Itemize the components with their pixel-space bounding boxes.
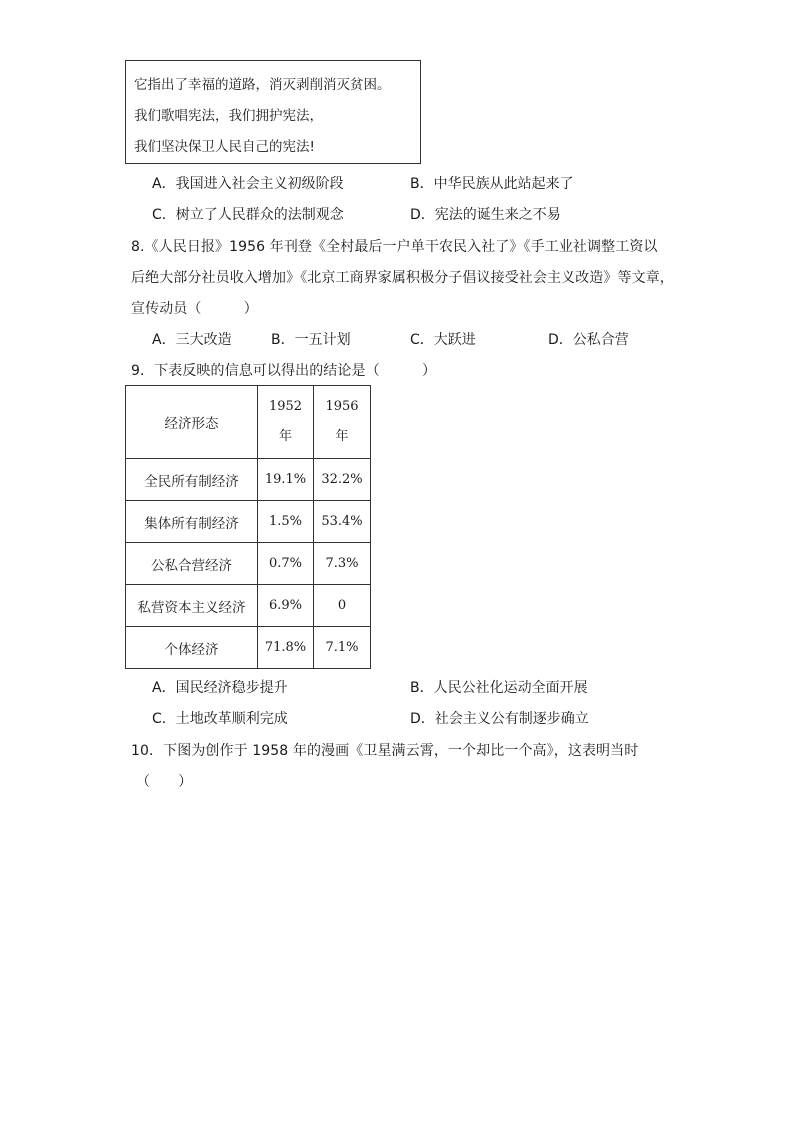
table-row (126, 585, 371, 627)
q8-option-c[interactable]: C．大跃进 (410, 332, 476, 348)
row-value-1956: 7.1% (314, 627, 371, 669)
header-year-1956 (314, 386, 371, 459)
row-value-1956: 32.2% (314, 459, 371, 501)
q9-option-a[interactable]: A．国民经济稳步提升 (152, 680, 288, 696)
q7-option-a[interactable]: A．我国进入社会主义初级阶段 (152, 176, 344, 192)
q8-stem-line-3: 宣传动员（ ） (131, 301, 258, 317)
table-row (126, 543, 371, 585)
header-economy-type: 经济形态 (126, 386, 258, 459)
header-year-1956-unit: 年 (335, 429, 349, 444)
q9-option-c[interactable]: C．土地改革顺利完成 (152, 711, 288, 727)
row-label: 个体经济 (126, 627, 258, 669)
row-value-1952: 6.9% (258, 585, 314, 627)
row-value-1952: 1.5% (258, 501, 314, 543)
q8-stem-line-2: 后绝大部分社员收入增加》《北京工商界家属积极分子倡议接受社会主义改造》等文章， (131, 270, 674, 286)
row-label: 公私合营经济 (126, 543, 258, 585)
q7-option-b[interactable]: B．中华民族从此站起来了 (410, 176, 574, 192)
quote-line-3: 我们坚决保卫人民自己的宪法! (134, 139, 315, 155)
q8-option-d[interactable]: D．公私合营 (548, 332, 629, 348)
row-label: 私营资本主义经济 (126, 585, 258, 627)
header-year-1952-num: 1952 (268, 399, 303, 414)
q9-option-d[interactable]: D．社会主义公有制逐步确立 (410, 711, 589, 727)
row-value-1952: 19.1% (258, 459, 314, 501)
economy-table (125, 385, 371, 669)
q8-option-b[interactable]: B．一五计划 (271, 332, 351, 348)
table-row (126, 627, 371, 669)
q8-stem-line-1: 8.《人民日报》1956 年刊登《全村最后一户单干农民入社了》《手工业社调整工资以 (131, 239, 658, 255)
row-value-1956: 7.3% (314, 543, 371, 585)
quote-box (125, 60, 421, 164)
q8-option-a[interactable]: A．三大改造 (152, 332, 232, 348)
q9-stem: 9．下表反映的信息可以得出的结论是（ ） (131, 363, 437, 379)
q7-option-c[interactable]: C．树立了人民群众的法制观念 (152, 207, 344, 223)
row-label: 集体所有制经济 (126, 501, 258, 543)
header-year-1952-unit: 年 (278, 429, 292, 444)
q7-option-d[interactable]: D．宪法的诞生来之不易 (410, 207, 561, 223)
q9-option-b[interactable]: B．人民公社化运动全面开展 (410, 680, 588, 696)
row-label: 全民所有制经济 (126, 459, 258, 501)
row-value-1952: 0.7% (258, 543, 314, 585)
header-year-1952 (258, 386, 314, 459)
header-year-1956-num: 1956 (325, 399, 359, 414)
q10-stem-line-2: （ ） (136, 774, 193, 790)
row-value-1956: 53.4% (314, 501, 371, 543)
row-value-1952: 71.8% (258, 627, 314, 669)
table-header-row (126, 386, 371, 459)
row-value-1956: 0 (314, 585, 371, 627)
table-row (126, 501, 371, 543)
quote-line-1: 它指出了幸福的道路，消灭剥削消灭贫困。 (134, 77, 391, 93)
table-row (126, 459, 371, 501)
quote-line-2: 我们歌唱宪法，我们拥护宪法， (134, 108, 323, 124)
q10-stem-line-1: 10．下图为创作于 1958 年的漫画《卫星满云霄，一个却比一个高》，这表明当时 (131, 743, 639, 759)
